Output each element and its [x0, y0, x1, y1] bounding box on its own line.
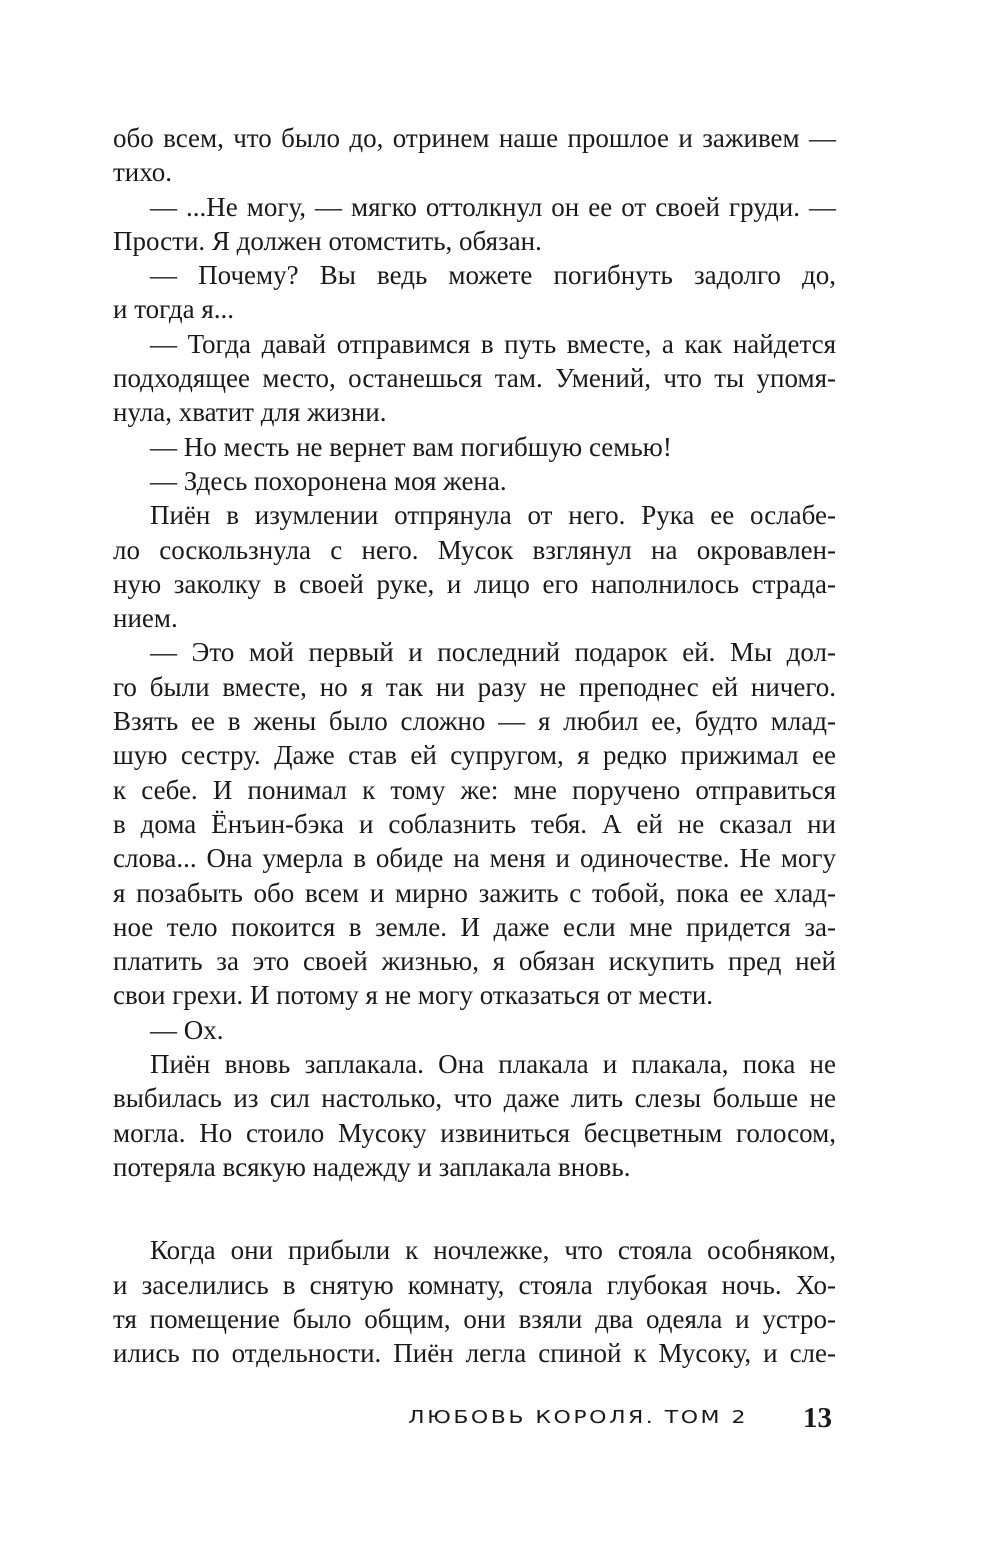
text-line: ились по отдельности. Пиён легла спиной к Мусоку, и сле-: [113, 1338, 836, 1369]
text-line: выбилась из сил настолько, что даже лить слезы больше не: [113, 1083, 836, 1114]
text-line: — ...Не могу, — мягко оттолкнул он ее от своей груди. —: [150, 191, 836, 222]
text-line: нула, хватит для жизни.: [113, 397, 387, 428]
text-line: тихо.: [113, 157, 172, 188]
text-line: к себе. И понимал к тому же: мне поручено отправиться: [113, 774, 836, 805]
text-line: в дома Ёнъин-бэка и соблазнить тебя. А ей не сказал ни: [113, 808, 836, 839]
text-line: подходящее место, останешься там. Умений, что ты упомя-: [113, 363, 836, 394]
text-line: ную заколку в своей руке, и лицо его наполнилось страда-: [113, 568, 836, 599]
text-line: — Тогда давай отправимся в путь вместе, а как найдется: [150, 328, 836, 359]
text-line: Взять ее в жены было сложно — я любил ее, будто млад-: [113, 706, 836, 737]
text-line: свои грехи. И потому я не могу отказаться от мести.: [113, 980, 714, 1011]
section-break: [113, 1184, 836, 1233]
text-line: — Ох.: [150, 1014, 224, 1045]
text-line: — Но месть не вернет вам погибшую семью!: [150, 431, 672, 462]
page-footer: [0, 1402, 1000, 1442]
text-line: обо всем, что было до, отринем наше прошлое и заживем —: [113, 123, 836, 153]
text-line: — Здесь похоронена моя жена.: [150, 465, 507, 496]
text-line: нием.: [113, 603, 178, 634]
text-line: шую сестру. Даже став ей супругом, я редко прижимал ее: [113, 740, 836, 771]
text-line: Пиён вновь заплакала. Она плакала и плакала, пока не: [150, 1049, 836, 1080]
page-number: 13: [803, 1402, 832, 1434]
text-line: го были вместе, но я так ни разу не преподнес ей ничего.: [113, 671, 836, 702]
text-line: — Это мой первый и последний подарок ей. Мы дол-: [150, 637, 836, 668]
text-line: — Почему? Вы ведь можете погибнуть задолго до,: [150, 260, 836, 291]
text-line: могла. Но стоило Мусоку извиниться бесцветным голосом,: [113, 1117, 836, 1148]
body-text: [113, 121, 836, 1370]
text-line: и тогда я...: [113, 294, 235, 325]
text-line: тя помещение было общим, они взяли два одеяла и устро-: [113, 1303, 836, 1334]
text-line: Пиён в изумлении отпрянула от него. Рука ее ослабе-: [150, 500, 836, 531]
text-line: и заселились в снятую комнату, стояла глубокая ночь. Хо-: [113, 1269, 836, 1300]
text-line: платить за это своей жизнью, я обязан искупить пред ней: [113, 946, 836, 977]
running-title: ЛЮБОВЬ КОРОЛЯ. ТОМ 2: [408, 1408, 748, 1428]
text-line: Когда они прибыли к ночлежке, что стояла особняком,: [150, 1235, 836, 1266]
text-line: ло соскользнула с него. Мусок взглянул на окровавлен-: [113, 534, 836, 565]
text-line: ное тело покоится в земле. И даже если мне придется за-: [113, 911, 836, 942]
text-line: слова... Она умерла в обиде на меня и одиночестве. Не могу: [113, 843, 836, 874]
text-line: я позабыть обо всем и мирно зажить с тобой, пока ее хлад-: [113, 877, 836, 908]
text-line: потеряла всякую надежду и заплакала вновь.: [113, 1151, 631, 1182]
text-line: Прости. Я должен отомстить, обязан.: [113, 225, 542, 256]
